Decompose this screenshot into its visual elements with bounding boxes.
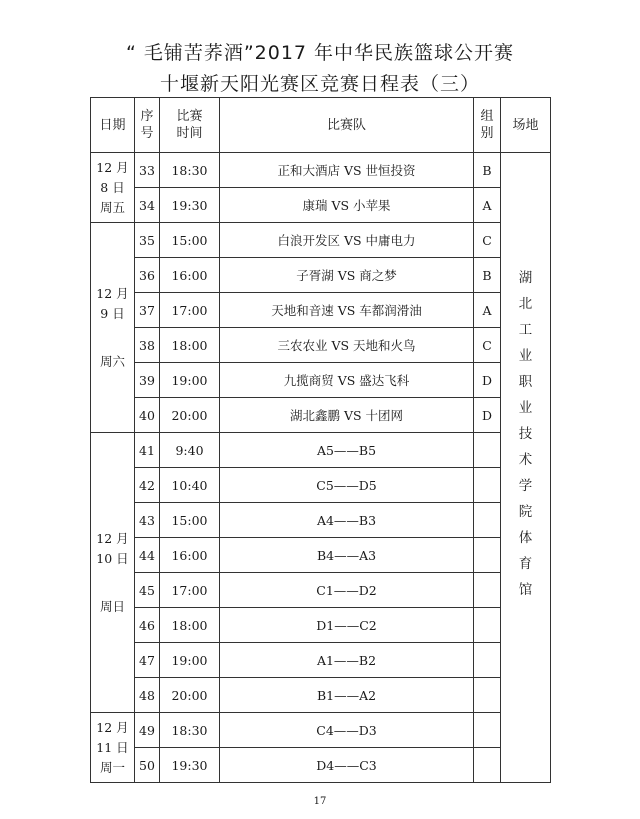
game-group [474, 713, 501, 748]
game-teams: C1——D2 [220, 573, 474, 608]
header-group-l1: 组 [480, 109, 494, 124]
date-cell [91, 223, 135, 433]
date-line: 11 日 [96, 739, 129, 755]
table-row [91, 643, 551, 678]
game-number: 47 [135, 643, 160, 678]
game-group: C [474, 328, 501, 363]
game-time: 19:00 [160, 643, 220, 678]
date-line: 周五 [99, 199, 125, 215]
header-seq-l1: 序 [140, 109, 154, 124]
date-line: 8 日 [100, 179, 125, 195]
game-group [474, 503, 501, 538]
game-teams: C5——D5 [220, 468, 474, 503]
table-row [91, 608, 551, 643]
game-teams: B4——A3 [220, 538, 474, 573]
game-group [474, 678, 501, 713]
date-line: 12 月 [96, 530, 129, 546]
game-number: 38 [135, 328, 160, 363]
game-number: 48 [135, 678, 160, 713]
table-row [91, 538, 551, 573]
game-number: 45 [135, 573, 160, 608]
header-seq-l2: 号 [140, 126, 154, 141]
game-number: 42 [135, 468, 160, 503]
game-teams: 正和大酒店 VS 世恒投资 [220, 153, 474, 188]
game-group: D [474, 363, 501, 398]
game-teams: C4——D3 [220, 713, 474, 748]
table-row [91, 678, 551, 713]
game-number: 34 [135, 188, 160, 223]
game-number: 40 [135, 398, 160, 433]
game-number: 36 [135, 258, 160, 293]
game-time: 17:00 [160, 573, 220, 608]
game-time: 18:30 [160, 153, 220, 188]
venue-cell [501, 153, 551, 783]
game-number: 46 [135, 608, 160, 643]
game-group [474, 573, 501, 608]
game-teams: A1——B2 [220, 643, 474, 678]
game-number: 33 [135, 153, 160, 188]
game-number: 49 [135, 713, 160, 748]
header-time-l2: 时间 [176, 126, 203, 141]
game-number: 44 [135, 538, 160, 573]
header-row [91, 98, 551, 153]
table-row [91, 573, 551, 608]
game-number: 50 [135, 748, 160, 783]
game-time: 18:00 [160, 328, 220, 363]
venue-text: 湖北工业职业技术学院体育馆 [518, 269, 533, 598]
date-line: 12 月 [96, 285, 129, 301]
game-time: 16:00 [160, 538, 220, 573]
game-group [474, 538, 501, 573]
game-time: 20:00 [160, 678, 220, 713]
game-teams: 子胥湖 VS 商之梦 [220, 258, 474, 293]
header-group-l2: 别 [480, 126, 494, 141]
game-number: 39 [135, 363, 160, 398]
game-teams: 湖北鑫鹏 VS 十团网 [220, 398, 474, 433]
date-cell [91, 713, 135, 783]
date-line: 12 月 [96, 719, 129, 735]
table-row [91, 223, 551, 258]
game-time: 20:00 [160, 398, 220, 433]
game-group: A [474, 188, 501, 223]
game-time: 18:00 [160, 608, 220, 643]
date-line: 周一 [99, 759, 125, 775]
date-line: 周日 [99, 598, 125, 614]
page-number: 17 [313, 796, 327, 807]
header-group [474, 98, 501, 153]
game-group [474, 643, 501, 678]
date-line: 12 月 [96, 159, 129, 175]
game-number: 35 [135, 223, 160, 258]
game-time: 19:30 [160, 748, 220, 783]
game-teams: A4——B3 [220, 503, 474, 538]
game-group: D [474, 398, 501, 433]
table-row [91, 503, 551, 538]
table-row [91, 748, 551, 783]
game-group [474, 748, 501, 783]
game-group [474, 468, 501, 503]
schedule-table [90, 97, 551, 783]
date-cell [91, 153, 135, 223]
header-time-l1: 比赛 [176, 109, 203, 124]
table-row [91, 188, 551, 223]
game-number: 37 [135, 293, 160, 328]
title-line-2: 十堰新天阳光赛区竞赛日程表（三） [159, 73, 480, 95]
game-group: C [474, 223, 501, 258]
date-line: 10 日 [96, 550, 129, 566]
table-row [91, 258, 551, 293]
game-teams: 白浪开发区 VS 中庸电力 [220, 223, 474, 258]
header-time [160, 98, 220, 153]
game-teams: 九揽商贸 VS 盛达飞科 [220, 363, 474, 398]
title-line-1: “ 毛铺苦荞酒”2017 年中华民族篮球公开赛 [125, 42, 515, 64]
game-number: 43 [135, 503, 160, 538]
date-cell [91, 433, 135, 713]
date-line: 周六 [99, 353, 125, 369]
game-time: 17:00 [160, 293, 220, 328]
game-time: 16:00 [160, 258, 220, 293]
table-row [91, 713, 551, 748]
game-teams: 天地和音速 VS 车都润滑油 [220, 293, 474, 328]
game-time: 15:00 [160, 503, 220, 538]
game-teams: 康瑞 VS 小苹果 [220, 188, 474, 223]
header-venue: 场地 [501, 98, 551, 153]
header-date: 日期 [91, 98, 135, 153]
game-time: 18:30 [160, 713, 220, 748]
game-teams: B1——A2 [220, 678, 474, 713]
header-teams: 比赛队 [220, 98, 474, 153]
game-time: 19:00 [160, 363, 220, 398]
game-teams: A5——B5 [220, 433, 474, 468]
date-line: 9 日 [100, 305, 125, 321]
game-number: 41 [135, 433, 160, 468]
table-row [91, 433, 551, 468]
game-time: 15:00 [160, 223, 220, 258]
table-row [91, 363, 551, 398]
table-row [91, 153, 551, 188]
game-group [474, 608, 501, 643]
schedule-body [91, 153, 551, 783]
game-group: B [474, 153, 501, 188]
table-row [91, 293, 551, 328]
game-teams: D4——C3 [220, 748, 474, 783]
game-teams: D1——C2 [220, 608, 474, 643]
game-group: A [474, 293, 501, 328]
game-group [474, 433, 501, 468]
table-row [91, 328, 551, 363]
table-row [91, 468, 551, 503]
game-time: 9:40 [160, 433, 220, 468]
table-row [91, 398, 551, 433]
game-teams: 三农农业 VS 天地和火鸟 [220, 328, 474, 363]
game-time: 10:40 [160, 468, 220, 503]
header-seq [135, 98, 160, 153]
game-time: 19:30 [160, 188, 220, 223]
game-group: B [474, 258, 501, 293]
